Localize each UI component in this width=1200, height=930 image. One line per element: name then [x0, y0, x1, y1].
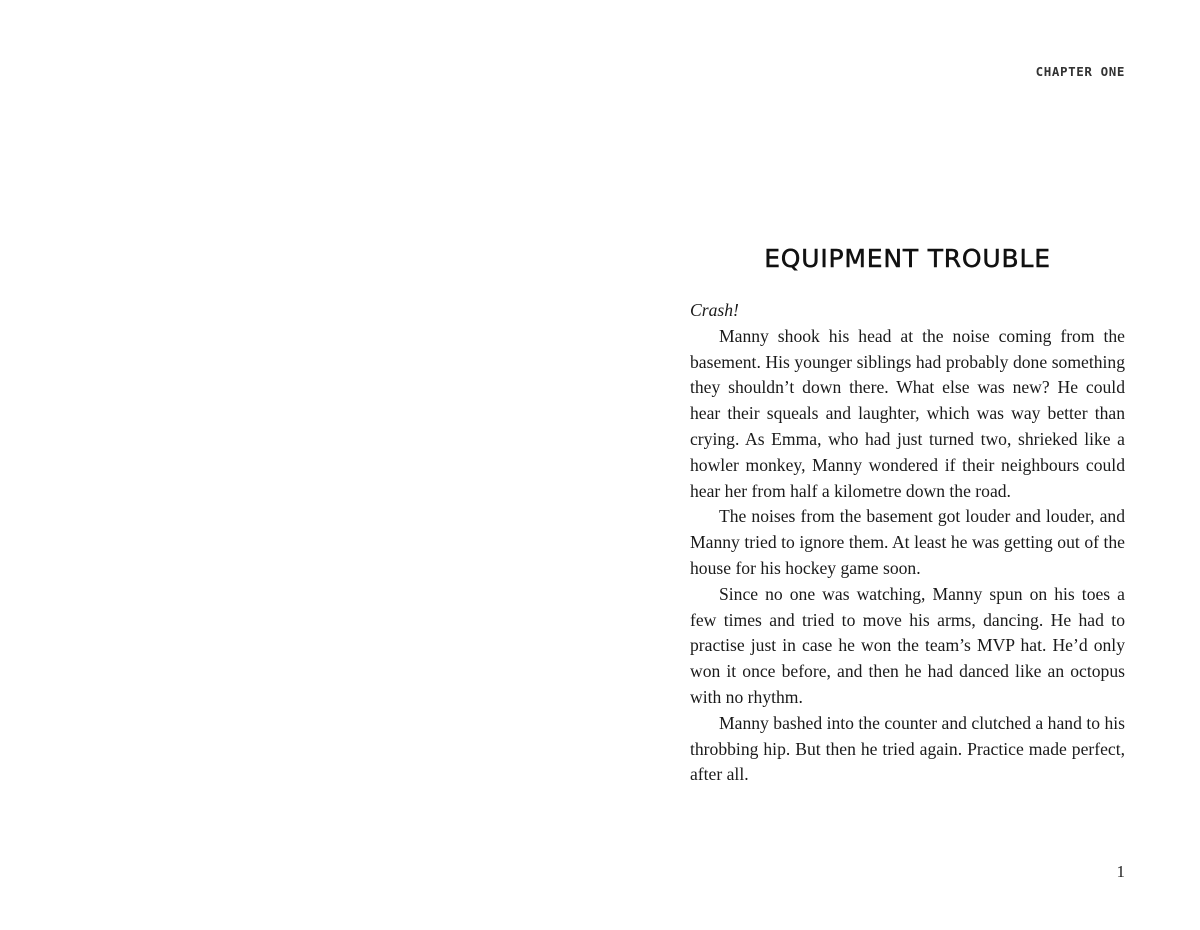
opening-exclamation: Crash!	[690, 300, 739, 320]
right-page	[600, 0, 1200, 930]
running-head: CHAPTER ONE	[1035, 64, 1125, 79]
body-paragraph: The noises from the basement got louder and louder, and Manny tried to ignore them. At least he was getting out of the house for his hockey game soon.	[690, 506, 1125, 578]
page-number: 1	[1116, 862, 1125, 881]
body-paragraph: Manny shook his head at the noise coming from the basement. His younger siblings had probably done something they shouldn’t down there. What else was new? He could hear their squeals and laughter, which was way better than crying. As Emma, who had just turned two, shrieked like a howler monkey, Manny wondered if their neighbours could hear her from half a kilometre down the road.	[690, 325, 1125, 501]
body-paragraph: Manny bashed into the counter and clutched a hand to his throbbing hip. But then he tried again. Practice made perfect, after all.	[690, 712, 1125, 785]
chapter-title: EQUIPMENT TROUBLE	[764, 244, 1051, 273]
chapter-body	[690, 298, 1125, 788]
body-paragraph: Since no one was watching, Manny spun on his toes a few times and tried to move his arms, dancing. He had to practise just in case he won the team’s MVP hat. He’d only won it once before, and then he had danced like an octopus with no rhythm.	[690, 583, 1125, 707]
